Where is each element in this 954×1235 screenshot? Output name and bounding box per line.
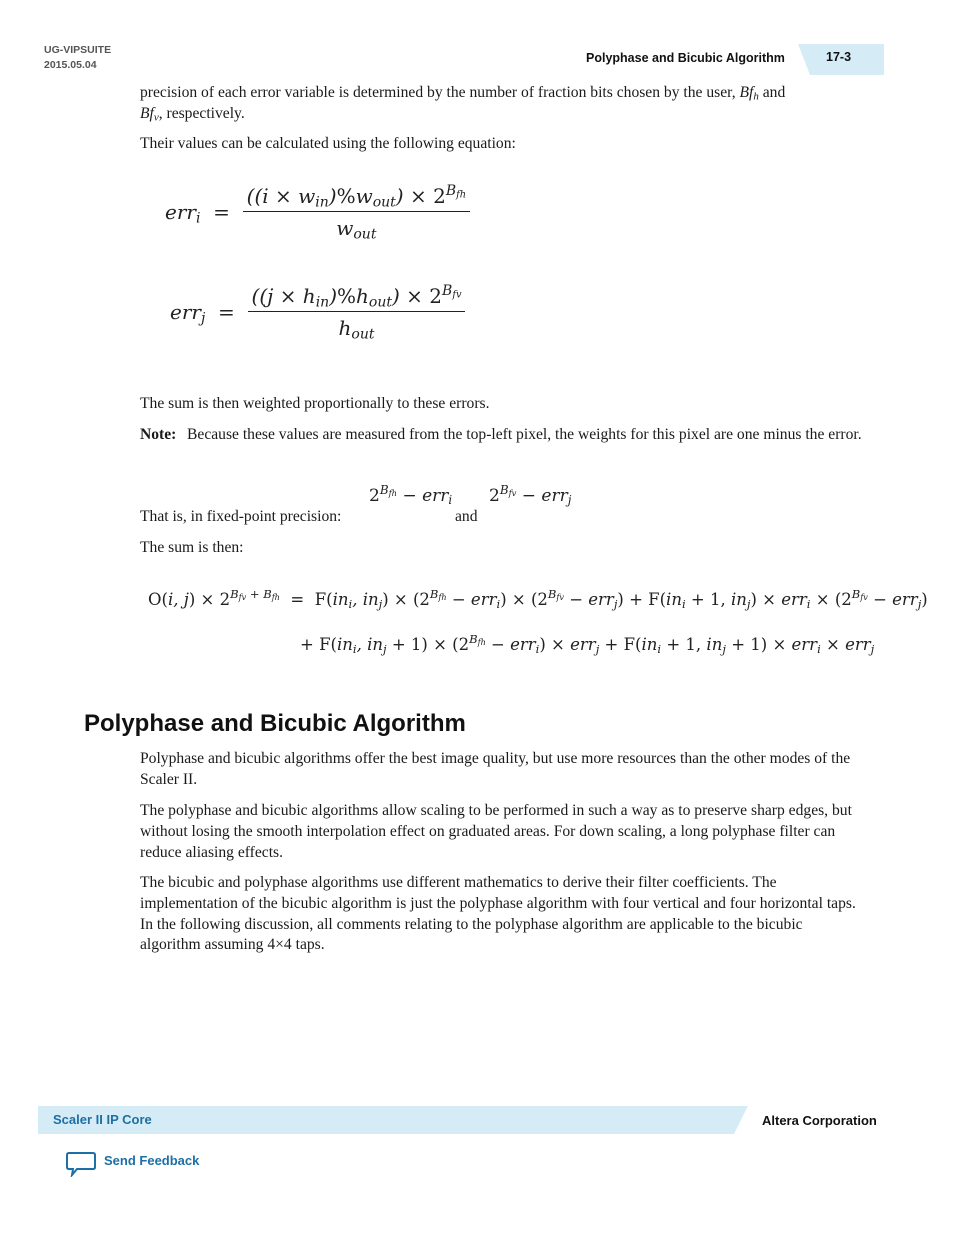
doc-id: UG-VIPSUITE (44, 44, 112, 56)
footer-doc-title-link[interactable]: Scaler II IP Core (53, 1112, 152, 1127)
equation-sum-line2: + $F(in_i$, $in_j + 1) \times (2^{B_{fh}} - err_i) \times err_j + F(in_i + 1$, $in_j + 1) \times err_i \times err_j$ (300, 632, 875, 656)
section-heading: Polyphase and Bicubic Algorithm (84, 710, 466, 737)
paragraph-precision (140, 83, 862, 125)
section-paragraph-3: The bicubic and polyphase algorithms use different mathematics to derive their filter coefficients. The implementation of the bicubic algorithm is just the polyphase algorithm with four vertical and four horizontal taps. In the following discussion, all comments relating to the polyphase algorithm are applicable to the bicubic algorithm assuming 4×4 taps. (140, 874, 856, 954)
document-header-info (44, 43, 111, 73)
paragraph-text: precision of each error variable is determined by the number of fraction bits chosen by the user, (140, 84, 740, 101)
paragraph-text: and (758, 84, 786, 101)
running-header-title: Polyphase and Bicubic Algorithm (586, 51, 785, 65)
paragraph-fixed-point: That is, in fixed-point precision: (140, 508, 342, 525)
page-number: 17-3 (826, 50, 852, 64)
var-sub-v: v (153, 111, 159, 124)
expr-weight-h: $2^{B_{fh}} - err_i$ (369, 482, 453, 507)
note-block (140, 425, 862, 446)
section-paragraph-2: The polyphase and bicubic algorithms allow scaling to be performed in such a way as to preserve sharp edges, but without losing the smooth interpolation effect on graduated areas. For down scaling, a long polyphase filter can reduce aliasing effects. (140, 802, 852, 861)
send-feedback-link[interactable]: Send Feedback (104, 1153, 200, 1168)
paragraph-sum-weighted: The sum is then weighted proportionally to these errors. (140, 395, 490, 412)
var-bf: Bf (140, 104, 154, 122)
footer-company: Altera Corporation (762, 1113, 877, 1128)
paragraph-equation-intro: Their values can be calculated using the following equation: (140, 135, 516, 152)
section-paragraph-1: Polyphase and bicubic algorithms offer the best image quality, but use more resources than the other modes of the Scaler II. (140, 750, 851, 788)
var-sub-h: h (753, 90, 759, 103)
equation-sum-line1: O(i, $j) \times 2^{B_{fv} + B_{fh}} = F(in_i$, $in_j) \times (2^{B_{fh}} - err_i) \times (2^{B_{fv}} - err_j) + F(in_i + 1$, $in_j) \times err_i \times (2^{B_{fv}} - err_j)$ (148, 587, 928, 611)
speech-bubble-icon[interactable] (66, 1151, 96, 1177)
paragraph-sum-then: The sum is then: (140, 539, 244, 556)
note-text: Because these values are measured from the top-left pixel, the weights for this pixel are one minus the error. (187, 426, 862, 443)
equation-err-j: err$_j$ = $\frac{((j \times h_{in})\%h_{out}) \times 2^{B_{fv}}}{h_{out}}$ (170, 284, 465, 340)
paragraph-text: , respectively. (158, 104, 245, 122)
note-label: Note: (140, 426, 177, 443)
and-text: and (455, 508, 478, 525)
var-bf: Bf (739, 84, 754, 101)
expr-weight-v: $2^{B_{fv}} - err_j$ (489, 482, 572, 507)
equation-err-i: err$_i$ = $\frac{((i \times w_{in})\%w_{out}) \times 2^{B_{fh}}}{w_{out}}$ (165, 184, 470, 240)
doc-date: 2015.05.04 (44, 59, 97, 71)
